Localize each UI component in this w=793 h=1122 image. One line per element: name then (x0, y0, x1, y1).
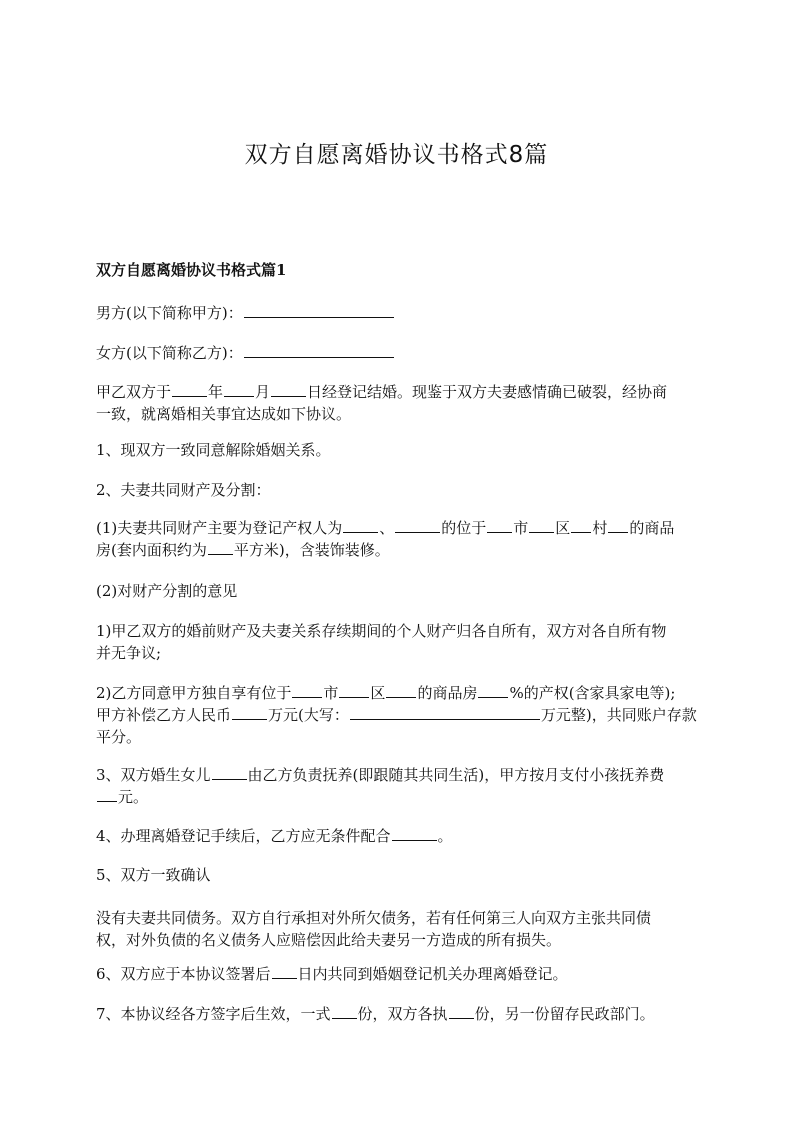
year-blank (172, 382, 207, 397)
intro-text: 一致，就离婚相关事宜达成如下协议。 (96, 405, 352, 423)
debt-text: 没有夫妻共同债务。双方自行承担对外所欠债务，若有任何第三人向双方主张共同债 (96, 909, 652, 927)
district-blank (529, 518, 554, 533)
item-3 (96, 764, 706, 808)
property-text: 的商品 (629, 519, 675, 537)
premarital-paragraph (96, 620, 706, 664)
property-blank (608, 518, 628, 533)
property-text: 房(套内面积约为 (96, 541, 207, 559)
day-blank (271, 382, 306, 397)
item-2: 2、夫妻共同财产及分割： (96, 481, 271, 499)
house-text: 万元整)，共同账户存款 (540, 706, 697, 724)
woman-line (96, 342, 706, 364)
property-text: 平方米)，含装饰装修。 (233, 541, 390, 559)
intro-text: 年 (208, 383, 224, 401)
house-text: 2)乙方同意甲方独自享有位于 (96, 684, 292, 702)
intro-text: 甲乙双方于 (96, 383, 172, 401)
property-text: 、 (379, 519, 395, 537)
item-5: 5、双方一致确认 (96, 866, 211, 884)
custody-text: 元。 (118, 788, 149, 806)
division-opinion: (2)对财产分割的意见 (96, 582, 238, 600)
support-amount-blank (97, 787, 117, 802)
item-1: 1、现双方一致同意解除婚姻关系。 (96, 441, 331, 459)
debt-text: 权，对外负债的名义债务人应赔偿因此给夫妻另一方造成的所有损失。 (96, 931, 562, 949)
premarital-text: 并无争议; (96, 644, 162, 662)
woman-name-blank (244, 343, 394, 358)
owner1-blank (343, 518, 378, 533)
debt-paragraph (96, 907, 706, 951)
man-line (96, 302, 706, 324)
item-6 (96, 963, 706, 985)
deadline-text: 6、双方应于本协议签署后 (96, 965, 271, 983)
registration-text: 。 (437, 827, 453, 845)
property-paragraph (96, 517, 706, 561)
intro-text: 月 (255, 383, 271, 401)
compensation-amount-blank (232, 705, 267, 720)
copies-text: 7、本协议经各方签字后生效，一式 (96, 1005, 331, 1023)
days-blank (272, 964, 297, 979)
man-label: 男方(以下简称甲方)： (96, 304, 243, 322)
section-heading: 双方自愿离婚协议书格式篇1 (96, 261, 287, 279)
property-text: 市 (513, 519, 529, 537)
man-name-blank (244, 303, 394, 318)
deadline-text: 日内共同到婚姻登记机关办理离婚登记。 (297, 965, 568, 983)
daughter-name-blank (212, 765, 247, 780)
house-address-blank (386, 683, 416, 698)
house-text: 市 (323, 684, 339, 702)
area-blank (208, 540, 233, 555)
premarital-text: 1)甲乙双方的婚前财产及夫妻关系存续期间的个人财产归各自所有，双方对各自所有物 (96, 622, 667, 640)
house-text: %的产权(含家具家电等); (509, 684, 676, 702)
copies-total-blank (332, 1004, 357, 1019)
share-percent-blank (478, 683, 508, 698)
copies-each-blank (449, 1004, 474, 1019)
house-text: 区 (370, 684, 386, 702)
month-blank (224, 382, 254, 397)
owner2-blank (395, 518, 440, 533)
woman-label: 女方(以下简称乙方)： (96, 344, 243, 362)
custody-text: 3、双方婚生女儿 (96, 766, 211, 784)
item-7 (96, 1003, 706, 1025)
house-text: 的商品房 (417, 684, 478, 702)
copies-text: 份，双方各执 (357, 1005, 448, 1023)
house-text: 万元(大写： (268, 706, 349, 724)
house-city-blank (292, 683, 322, 698)
compensation-words-blank (350, 705, 540, 720)
house-text: 甲方补偿乙方人民币 (96, 706, 232, 724)
copies-text: 份，另一份留存民政部门。 (474, 1005, 655, 1023)
cooperation-blank (392, 826, 437, 841)
property-text: 的位于 (441, 519, 487, 537)
property-text: 村 (592, 519, 608, 537)
intro-paragraph (96, 381, 706, 425)
intro-text: 日经登记结婚。现鉴于双方夫妻感情确已破裂，经协商 (307, 383, 668, 401)
house-district-blank (339, 683, 369, 698)
property-text: (1)夫妻共同财产主要为登记产权人为 (96, 519, 343, 537)
village-blank (571, 518, 591, 533)
custody-text: 由乙方负责抚养(即跟随其共同生活)，甲方按月支付小孩抚养费 (247, 766, 665, 784)
document-title: 双方自愿离婚协议书格式8篇 (244, 142, 549, 168)
city-blank (487, 518, 512, 533)
house-text: 平分。 (96, 728, 142, 746)
item-4 (96, 825, 706, 847)
house-paragraph (96, 682, 706, 748)
property-text: 区 (555, 519, 571, 537)
registration-text: 4、办理离婚登记手续后，乙方应无条件配合 (96, 827, 391, 845)
